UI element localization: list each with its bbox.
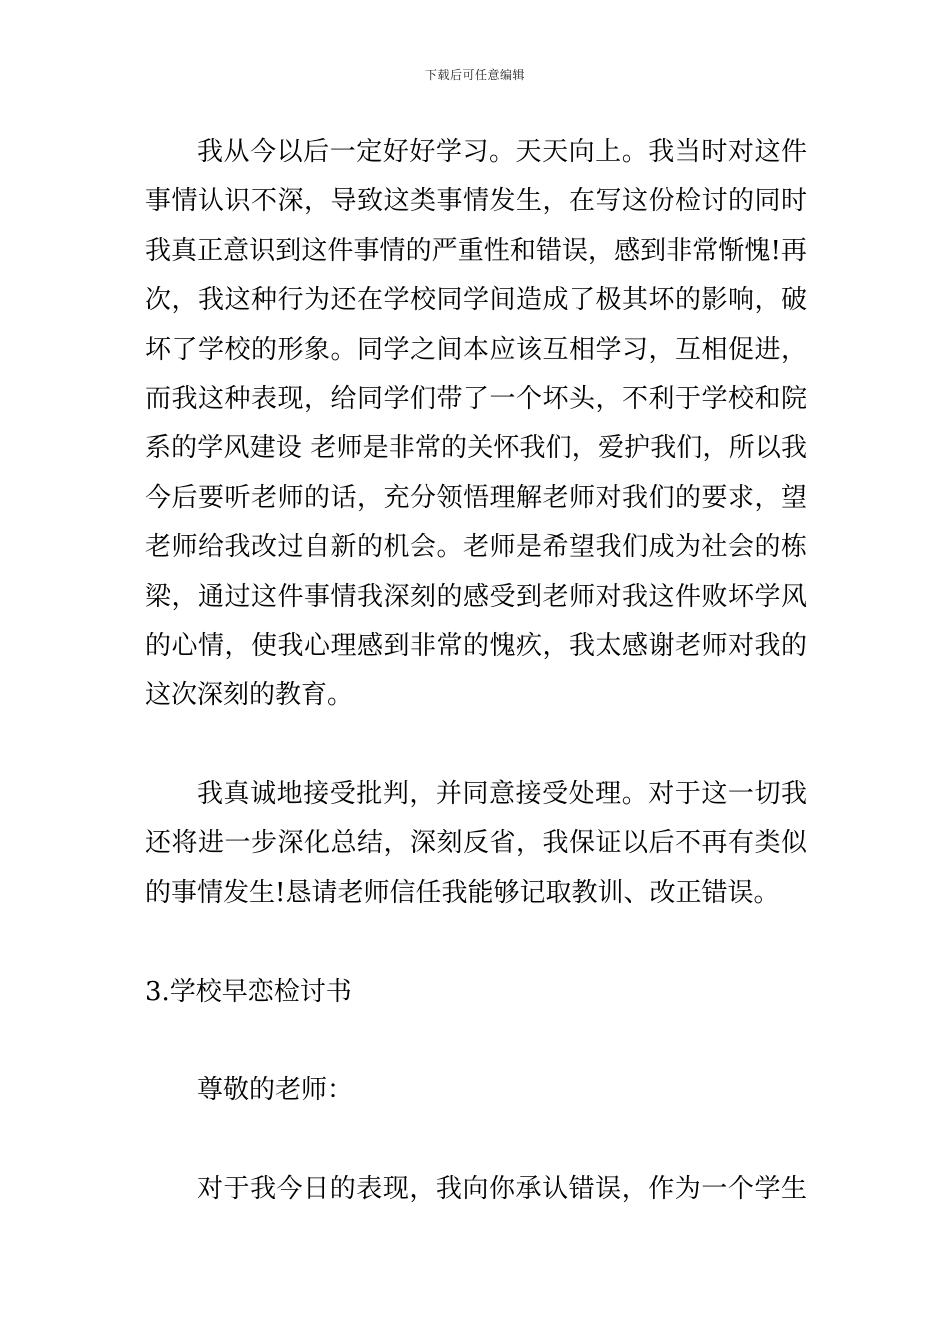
paragraph-line: 梁，通过这件事情我深刻的感受到老师对我这件败坏学风 <box>145 581 807 612</box>
paragraph-1 <box>145 128 807 721</box>
paragraph-line: 事情认识不深，导致这类事情发生，在写这份检讨的同时 <box>145 186 807 217</box>
paragraph-line: 次，我这种行为还在学校同学间造成了极其坏的影响，破 <box>145 285 807 316</box>
section-heading: 3.学校早恋检讨书 <box>145 976 352 1007</box>
paragraph-line: 今后要听老师的话，充分领悟理解老师对我们的要求，望 <box>145 482 807 513</box>
paragraph-line: 系的学风建设 老师是非常的关怀我们，爱护我们，所以我 <box>145 433 807 464</box>
salutation: 尊敬的老师： <box>197 1075 354 1106</box>
document-body <box>145 128 807 1215</box>
paragraph-spacer <box>145 1017 807 1066</box>
page-header-note: 下载后可任意编辑 <box>424 68 525 82</box>
paragraph-line: 这次深刻的教育。 <box>145 680 354 711</box>
paragraph-2 <box>145 770 807 918</box>
paragraph-line: 还将进一步深化总结，深刻反省，我保证以后不再有类似 <box>145 828 807 859</box>
paragraph-spacer <box>145 918 807 967</box>
paragraph-line: 而我这种表现，给同学们带了一个坏头，不利于学校和院 <box>145 383 807 414</box>
paragraph-line: 的心情，使我心理感到非常的愧疚，我太感谢老师对我的 <box>145 630 807 661</box>
paragraph-line: 我真诚地接受批判，并同意接受处理。对于这一切我 <box>197 779 807 810</box>
paragraph-spacer <box>145 1116 807 1165</box>
paragraph-line: 的事情发生!恳请老师信任我能够记取教训、改正错误。 <box>145 877 780 908</box>
paragraph-line: 对于我今日的表现，我向你承认错误，作为一个学生 <box>197 1174 807 1205</box>
paragraph-line: 我真正意识到这件事情的严重性和错误，感到非常惭愧!再 <box>145 235 807 266</box>
paragraph-line: 老师给我改过自新的机会。老师是希望我们成为社会的栋 <box>145 532 807 563</box>
paragraph-line: 坏了学校的形象。同学之间本应该互相学习，互相促进， <box>145 334 807 365</box>
paragraph-line: 我从今以后一定好好学习。天天向上。我当时对这件 <box>197 137 807 167</box>
paragraph-3 <box>145 1165 807 1214</box>
paragraph-spacer <box>145 721 807 770</box>
